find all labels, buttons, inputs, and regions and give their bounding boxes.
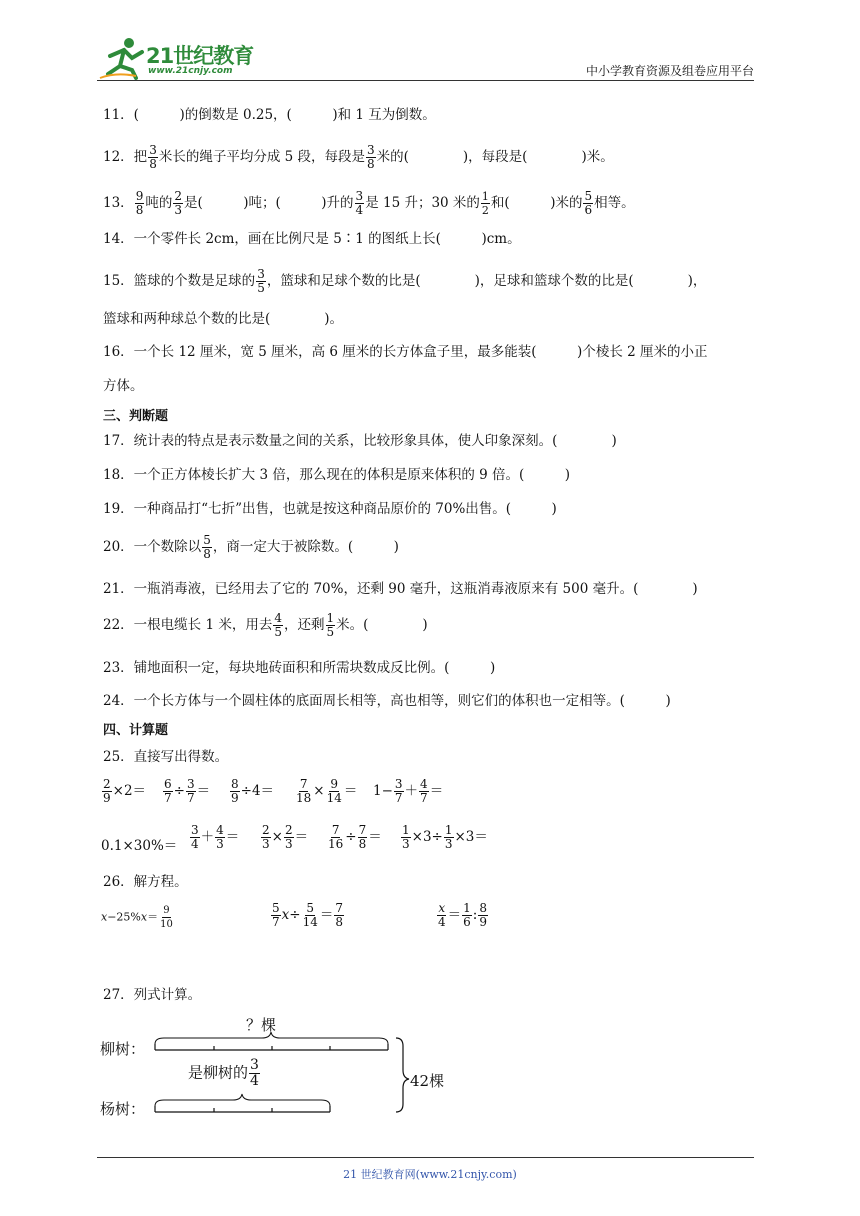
equation: x−25%x＝ $\frac{9}{10}$ bbox=[101, 905, 173, 930]
footer-divider bbox=[97, 1157, 754, 1158]
equation: $\frac{5}{7}$ x÷ $\frac{5}{14}$ ＝ $\frac{7}{8}$ bbox=[272, 901, 343, 929]
equation: $\frac{x}{4}$ ＝ $\frac{1}{6}$ : $\frac{8}{9}$ bbox=[438, 901, 487, 929]
question-15: 15．篮球的个数是足球的 $\frac{3}{5}$ ，篮球和足球个数的比是( )，足球和篮球个数的比是( )， bbox=[103, 267, 707, 295]
fraction: $\frac{5}{6}$ bbox=[584, 189, 593, 217]
diagram-lines bbox=[100, 1012, 460, 1122]
runner-logo-icon bbox=[96, 36, 148, 80]
question-16-line2: 方体。 bbox=[103, 378, 144, 394]
fraction: $\frac{1}{5}$ bbox=[326, 611, 335, 639]
question-22: 22．一根电缆长 1 米，用去 $\frac{4}{5}$ ，还剩 $\frac{1}{5}$ 米。( ) bbox=[103, 611, 428, 639]
section-4-title: 四、计算题 bbox=[103, 723, 169, 738]
question-27-title: 27．列式计算。 bbox=[103, 987, 202, 1003]
question-16: 16．一个长 12 厘米，宽 5 厘米，高 6 厘米的长方体盒子里，最多能装( )个棱长 2 厘米的小正 bbox=[103, 344, 708, 360]
logo bbox=[96, 36, 266, 80]
q12-post: 米的( )，每段是( )米。 bbox=[376, 149, 614, 165]
calc-expression: $\frac{7}{18}$ × $\frac{9}{14}$ ＝ bbox=[296, 777, 358, 805]
calc-expression: $\frac{2}{9}$ ×2＝ bbox=[103, 777, 147, 805]
header-divider bbox=[97, 80, 754, 81]
total-label: 42棵 bbox=[410, 1072, 445, 1090]
question-21: 21．一瓶消毒液，已经用去了它的 70%，还剩 90 毫升，这瓶消毒液原来有 500 毫升。( ) bbox=[103, 581, 698, 597]
question-count-label: ？棵 bbox=[246, 1016, 277, 1034]
question-14: 14．一个零件长 2cm，画在比例尺是 5∶1 的图纸上长( )cm。 bbox=[103, 231, 521, 247]
fraction: $\frac{9}{8}$ bbox=[135, 189, 144, 217]
fraction: $\frac{5}{8}$ bbox=[203, 533, 211, 561]
willow-label: 柳树： bbox=[100, 1040, 146, 1058]
calc-expression: $\frac{1}{3}$ ×3÷ $\frac{1}{3}$ ×3＝ bbox=[402, 823, 488, 851]
relation-label: 是柳树的 $\frac{3}{4}$ bbox=[188, 1057, 259, 1089]
fraction: $\frac{3}{8}$ bbox=[367, 143, 375, 171]
q12-mid: 米长的绳子平均分成 5 段，每段是 bbox=[158, 149, 365, 165]
fraction: $\frac{3}{4}$ bbox=[355, 189, 364, 217]
fraction: $\frac{4}{5}$ bbox=[274, 611, 282, 639]
calc-expression: $\frac{8}{9}$ ÷4＝ bbox=[231, 777, 275, 805]
question-19: 19．一种商品打“七折”出售，也就是按这种商品原价的 70%出售。( ) bbox=[103, 501, 557, 517]
calc-expression: $\frac{2}{3}$ × $\frac{2}{3}$ ＝ bbox=[262, 823, 309, 851]
footer-text: 21 世纪教育网(www.21cnjy.com) bbox=[343, 1168, 517, 1181]
logo-main-text: 21世纪教育 bbox=[146, 44, 254, 68]
section-3-title: 三、判断题 bbox=[103, 409, 169, 424]
question-11: 11．( )的倒数是 0.25，( )和 1 互为倒数。 bbox=[103, 107, 436, 123]
calc-expression: 0.1×30%＝ bbox=[101, 838, 178, 854]
logo-sub-text: www.21cnjy.com bbox=[148, 66, 233, 76]
question-20: 20．一个数除以 $\frac{5}{8}$ ，商一定大于被除数。( ) bbox=[103, 533, 399, 561]
question-26-title: 26．解方程。 bbox=[103, 874, 188, 890]
header-platform-text: 中小学教育资源及组卷应用平台 bbox=[585, 64, 754, 78]
question-15-line2: 篮球和两种球总个数的比是( )。 bbox=[103, 311, 344, 327]
calc-expression: $\frac{6}{7}$ ÷ $\frac{3}{7}$ ＝ bbox=[164, 777, 211, 805]
fraction: $\frac{1}{2}$ bbox=[481, 190, 489, 217]
question-25-title: 25．直接写出得数。 bbox=[103, 749, 229, 765]
fraction: $\frac{3}{8}$ bbox=[149, 143, 157, 171]
poplar-label: 杨树： bbox=[100, 1100, 146, 1118]
calc-expression: $\frac{3}{4}$ ＋ $\frac{4}{3}$ ＝ bbox=[191, 823, 240, 851]
question-12 bbox=[103, 144, 614, 171]
segment-diagram bbox=[100, 1012, 460, 1122]
fraction: $\frac{2}{3}$ bbox=[174, 189, 182, 217]
calc-expression: 1− $\frac{3}{7}$ ＋ $\frac{4}{7}$ ＝ bbox=[373, 777, 444, 805]
question-23: 23．铺地面积一定，每块地砖面积和所需块数成反比例。( ) bbox=[103, 660, 496, 676]
question-17: 17．统计表的特点是表示数量之间的关系，比较形象具体，使人印象深刻。( ) bbox=[103, 433, 617, 449]
calc-expression: $\frac{7}{16}$ ÷ $\frac{7}{8}$ ＝ bbox=[328, 823, 382, 851]
fraction: $\frac{3}{5}$ bbox=[257, 267, 265, 295]
q12-pre: 12．把 bbox=[103, 149, 148, 165]
question-18: 18．一个正方体棱长扩大 3 倍，那么现在的体积是原来体积的 9 倍。( ) bbox=[103, 467, 571, 483]
question-24: 24．一个长方体与一个圆柱体的底面周长相等，高也相等，则它们的体积也一定相等。( ) bbox=[103, 693, 671, 709]
question-13: 13． $\frac{9}{8}$ 吨的 $\frac{2}{3}$ 是( )吨；( )升的 $\frac{3}{4}$ 是 15 升；30 米的 $\frac{1}{2}$ 和( )米的 $\frac{5}{6}$ 相等。 bbox=[103, 189, 635, 217]
